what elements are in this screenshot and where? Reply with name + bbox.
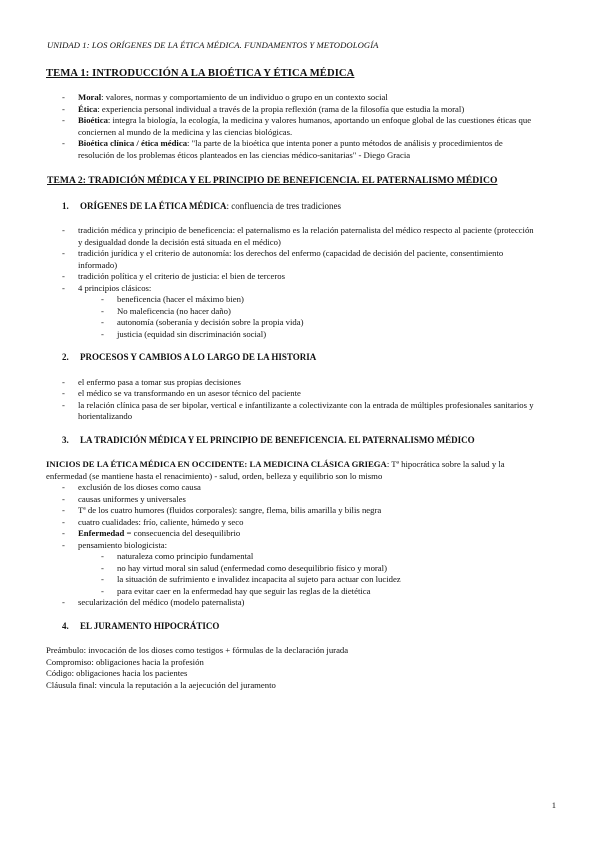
list-item: - pensamiento biologicista:: [44, 540, 534, 552]
section-title: ORÍGENES DE LA ÉTICA MÉDICA: [80, 200, 227, 211]
list-item: - Tª de los cuatro humores (fluidos corporales): sangre, flema, bilis amarilla y bilis negra: [44, 505, 534, 517]
unit-header: UNIDAD 1: LOS ORÍGENES DE LA ÉTICA MÉDICA. FUNDAMENTOS Y METODOLOGÍA: [47, 40, 379, 50]
section-1-list: [44, 225, 534, 340]
definition-term: Ética: [78, 103, 98, 114]
oath-line: Cláusula final: vincula la reputación a la aejecución del juramento: [46, 679, 276, 690]
sub-list-item: - no hay virtud moral sin salud (enfermedad como desequilibrio físico y moral): [44, 563, 534, 575]
definition-item: [44, 115, 534, 138]
tema1-definitions: [44, 92, 534, 161]
oath-line: Código: obligaciones hacia los pacientes: [46, 668, 188, 678]
section-3-heading: [62, 435, 534, 447]
definition-text: : experiencia personal individual a través de la propia reflexión (rama de la filosofía que estudia la moral): [97, 103, 465, 114]
definition-text: : integra la biología, la ecología, la medicina y valores humanos, aportando un enfoque global de las cuestiones éticas que conciernen al mundo de la medicina y las ciencias biológicas.: [78, 115, 532, 137]
section-1-heading: [62, 201, 534, 213]
list-item: - exclusión de los dioses como causa: [44, 482, 534, 494]
definition-item: [44, 92, 534, 104]
definition-item: [44, 138, 534, 161]
list-item: - tradición jurídica y el criterio de autonomía: los derechos del enfermo (capacidad de decisión del paciente, consentimiento informado): [44, 248, 534, 271]
sub-list-item: - para evitar caer en la enfermedad hay que seguir las reglas de la dietética: [44, 586, 534, 598]
section-2-heading: [62, 352, 534, 364]
sub-list-item: - autonomía (soberanía y decisión sobre la propia vida): [44, 317, 534, 329]
greek-medicine-intro: [46, 459, 534, 482]
list-item: - causas uniformes y universales: [44, 494, 534, 506]
oath-line: Compromiso: obligaciones hacia la profesión: [46, 656, 204, 667]
list-item: - 4 principios clásicos:: [44, 283, 534, 295]
section-title: EL JURAMENTO HIPOCRÁTICO: [80, 620, 220, 631]
page-number: 1: [551, 800, 556, 810]
tema1-title: TEMA 1: INTRODUCCIÓN A LA BIOÉTICA Y ÉTICA MÉDICA: [46, 67, 355, 79]
list-item: - tradición médica y principio de beneficencia: el paternalismo es la relación paternalista del médico respecto al paciente (protección y desigualdad donde la decisión está situada en el médico): [44, 225, 534, 248]
definition-term: Bioética: [78, 115, 108, 125]
tema2-title: TEMA 2: TRADICIÓN MÉDICA Y EL PRINCIPIO DE BENEFICENCIA. EL PATERNALISMO MÉDICO: [47, 175, 498, 186]
enfermedad-term: Enfermedad: [78, 528, 125, 538]
enfermedad-text: = consecuencia del desequilibrio: [124, 528, 241, 538]
section-title: LA TRADICIÓN MÉDICA Y EL PRINCIPIO DE BENEFICENCIA. EL PATERNALISMO MÉDICO: [80, 434, 475, 445]
intro-heading: INICIOS DE LA ÉTICA MÉDICA EN OCCIDENTE: LA MEDICINA CLÁSICA GRIEGA: [46, 459, 387, 469]
list-item: - cuatro cualidades: frío, caliente, húmedo y seco: [44, 517, 534, 529]
section-3-list: [44, 482, 534, 609]
section-number: 3.: [62, 434, 69, 445]
sub-list-item: - No maleficencia (no hacer daño): [44, 306, 534, 318]
section-number: 1.: [62, 200, 69, 211]
section-number: 2.: [62, 352, 69, 362]
section-subtitle: : confluencia de tres tradiciones: [226, 200, 341, 211]
sub-list-item: - naturaleza como principio fundamental: [44, 551, 534, 563]
oath-line: Preámbulo: invocación de los dioses como testigos + fórmulas de la declaración jurada: [46, 645, 349, 655]
definition-item: [44, 104, 534, 116]
sub-list-item: - la situación de sufrimiento e invalidez incapacita al sujeto para actuar con lucidez: [44, 574, 534, 586]
list-item: [44, 528, 534, 540]
section-4-heading: [62, 621, 534, 633]
definition-text: : "la parte de la bioética que intenta poner a punto métodos de análisis y procedimientos de resolución de los problemas éticos planteados en las ciencias médico-sanitarias" - Diego Gracia: [78, 138, 503, 160]
section-title: PROCESOS Y CAMBIOS A LO LARGO DE LA HISTORIA: [80, 352, 317, 362]
sub-list-item: - beneficencia (hacer el máximo bien): [44, 294, 534, 306]
section-number: 4.: [62, 620, 69, 631]
definition-term: Moral: [78, 92, 102, 102]
list-item: - el médico se va transformando en un asesor técnico del paciente: [44, 388, 534, 400]
sub-list-item: - justicia (equidad sin discriminación social): [44, 329, 534, 341]
definition-term: Bioética clínica / ética médica: [78, 138, 188, 148]
intro-text: : Tª hipocrática sobre la salud y la enfermedad (se mantiene hasta el renacimiento) - salud, orden, belleza y equilibrio son lo mismo: [46, 459, 505, 481]
section-2-list: [44, 377, 534, 423]
list-item: - secularización del médico (modelo paternalista): [44, 597, 534, 609]
list-item: - tradición política y el criterio de justicia: el bien de terceros: [44, 271, 534, 283]
list-item: - el enfermo pasa a tomar sus propias decisiones: [44, 377, 534, 389]
list-item: - la relación clínica pasa de ser bipolar, vertical e infantilizante a colectivizante con la entrada de múltiples profesionales sanitarios y horientalizando: [44, 400, 534, 423]
definition-text: : valores, normas y comportamiento de un individuo o grupo en un contexto social: [101, 92, 388, 102]
